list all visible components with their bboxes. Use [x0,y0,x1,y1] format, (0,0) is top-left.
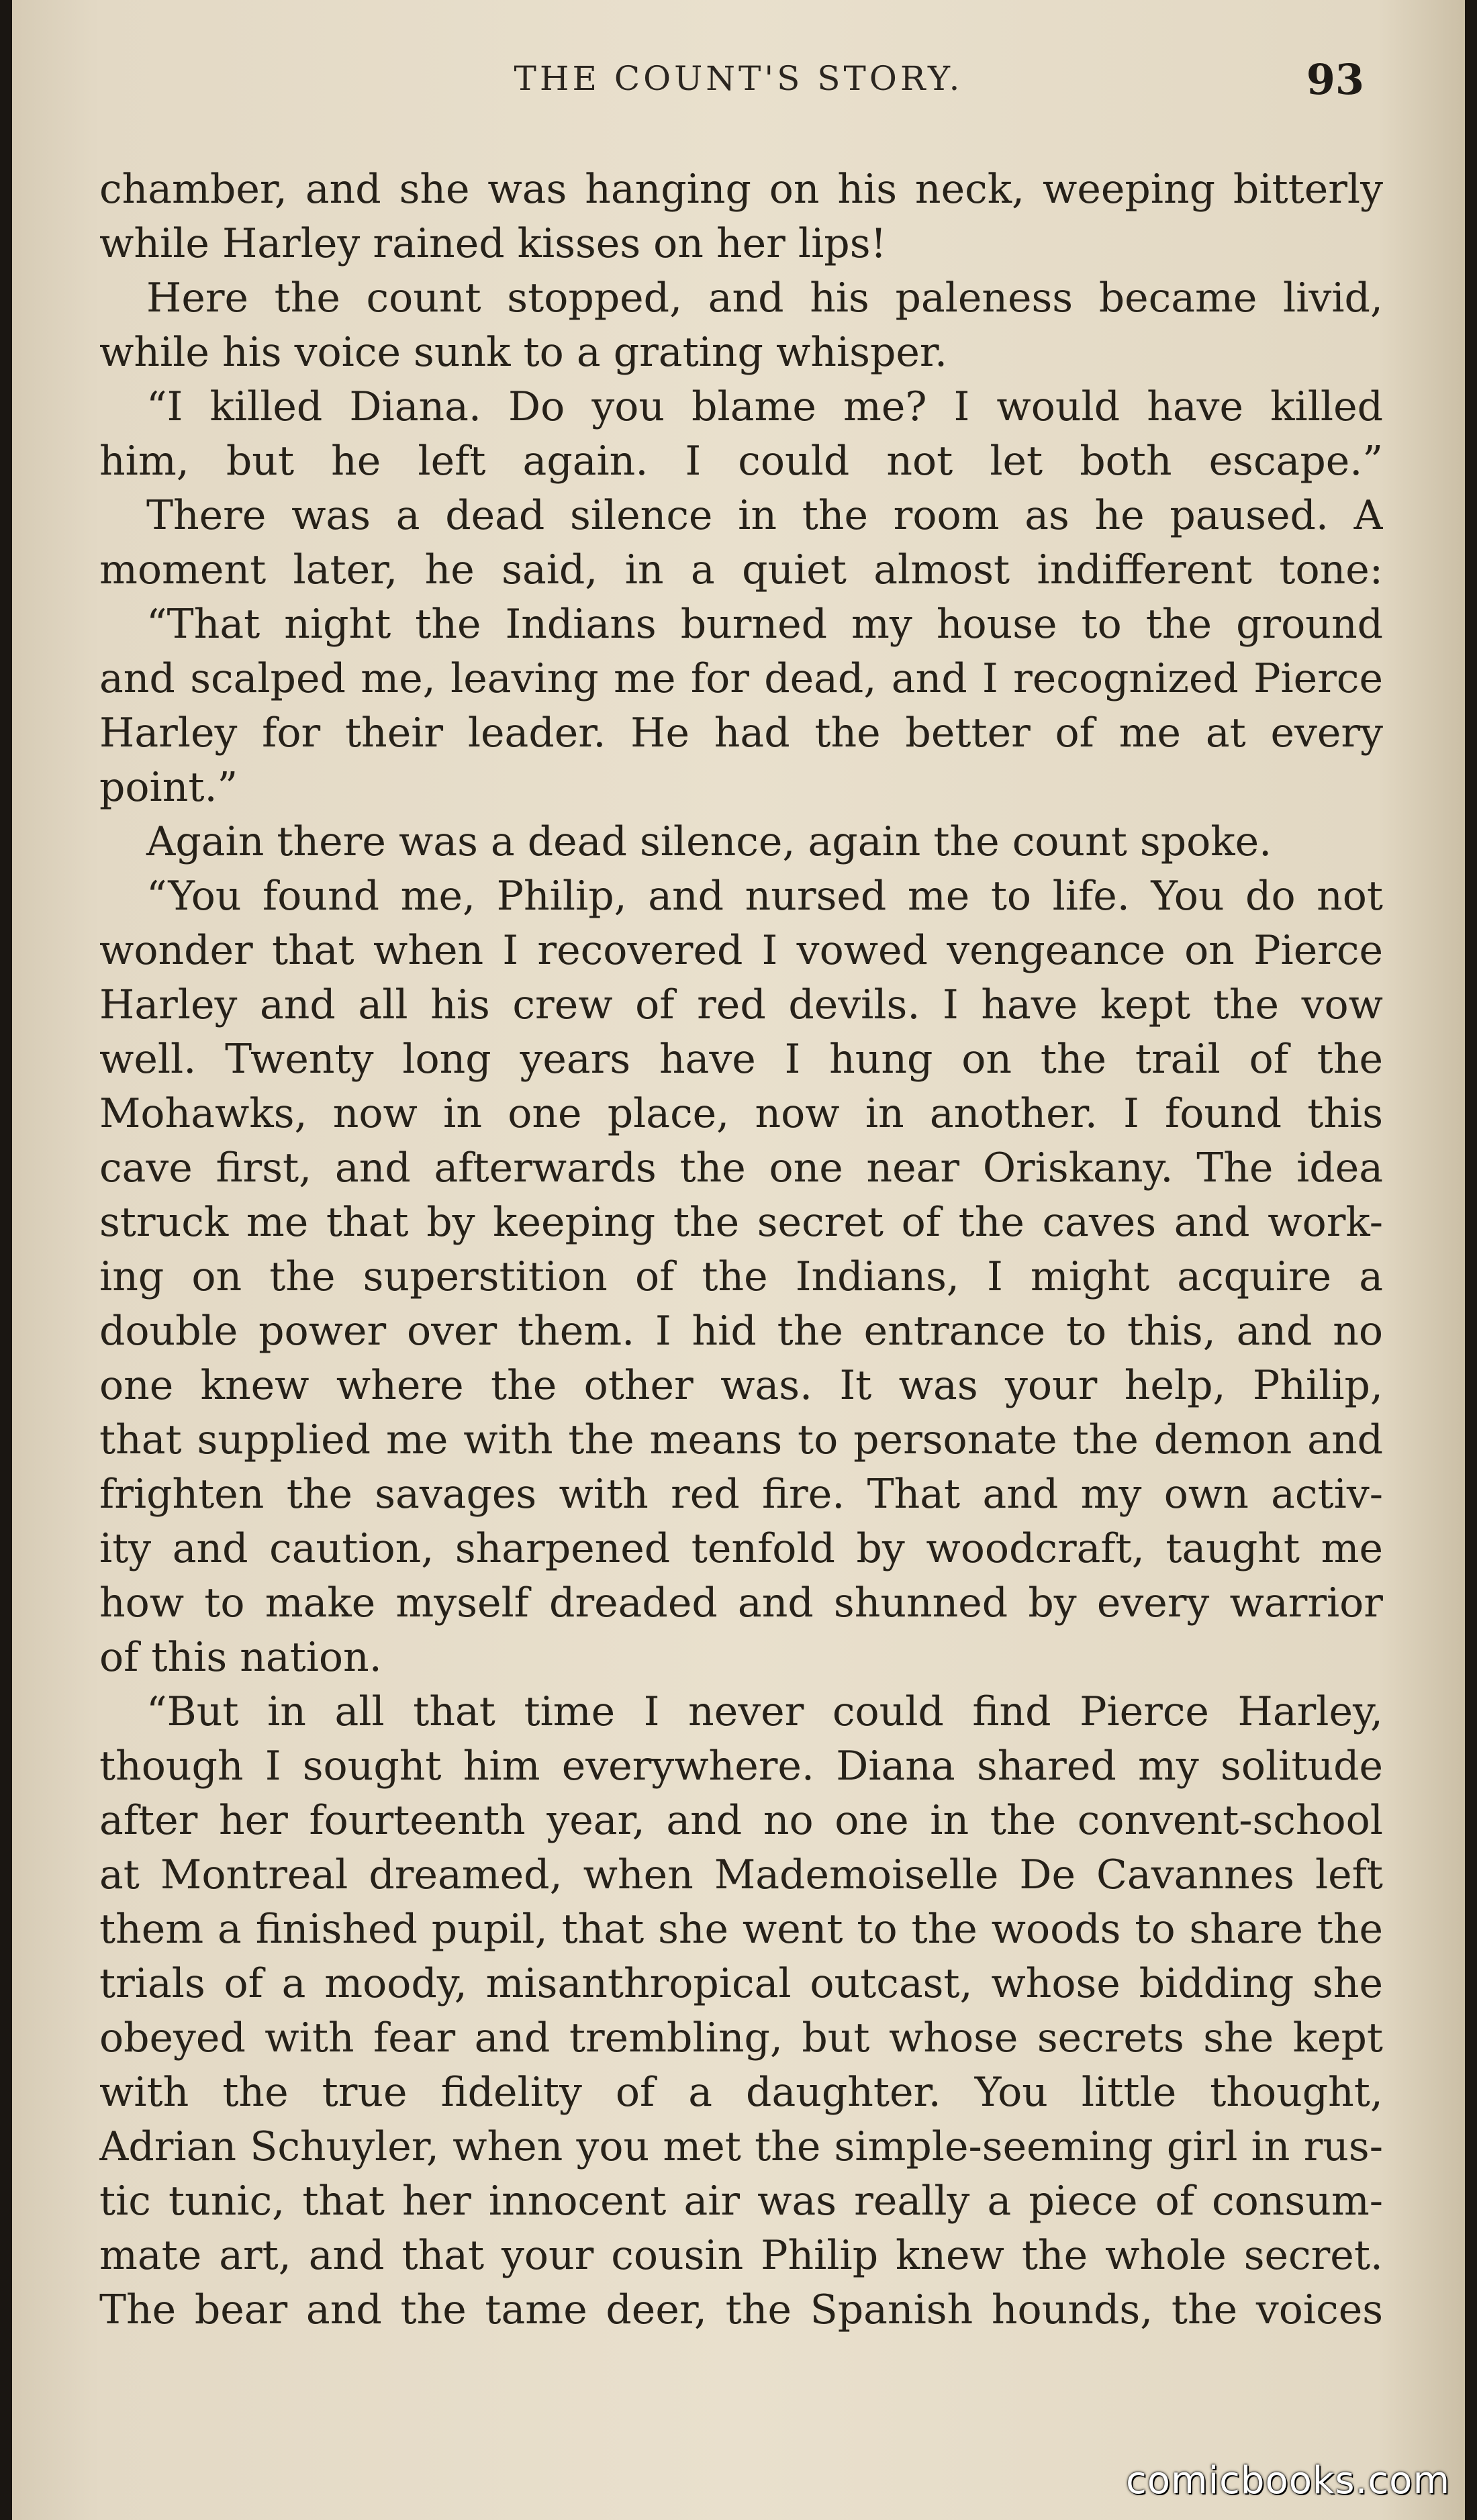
running-title: THE COUNT'S STORY. [514,59,963,98]
text-line: that supplied me with the means to personate the demon and [99,1416,1383,1463]
text-line: tic tunic, that her innocent air was really a piece of consum- [99,2178,1383,2225]
text-line: well. Twenty long years have I hung on the trail of the [99,1036,1383,1083]
text-line: after her fourteenth year, and no one in the convent-school [99,1797,1383,1844]
text-line: Harley for their leader. He had the better of me at every [99,710,1383,757]
text-line: Harley and all his crew of red devils. I have kept the vow [99,981,1383,1028]
text-line: trials of a moody, misanthropical outcast, whose bidding she [99,1960,1383,2007]
text-line: obeyed with fear and trembling, but whose secrets she kept [99,2015,1383,2062]
text-line: with the true fidelity of a daughter. You little thought, [99,2069,1383,2116]
text-line: frighten the savages with red fire. That and my own activ- [99,1471,1383,1518]
text-line: Here the count stopped, and his paleness became livid, [146,275,1383,322]
body-text [99,162,1383,2337]
text-line: cave first, and afterwards the one near Oriskany. The idea [99,1145,1383,1192]
text-line: Adrian Schuyler, when you met the simple-seeming girl in rus- [99,2123,1383,2170]
text-line: Mohawks, now in one place, now in another. I found this [99,1090,1383,1137]
text-line: of this nation. [99,1634,382,1681]
page-number: 93 [1306,55,1364,104]
text-line: Again there was a dead silence, again the count spoke. [146,818,1272,865]
text-line: “I killed Diana. Do you blame me? I would have killed [146,383,1383,430]
text-line: “You found me, Philip, and nursed me to life. You do not [146,873,1383,920]
text-line: ity and caution, sharpened tenfold by woodcraft, taught me [99,1525,1383,1572]
page-header [12,55,1465,109]
text-line: struck me that by keeping the secret of the caves and work- [99,1199,1383,1246]
text-line: at Montreal dreamed, when Mademoiselle De Cavannes left [99,1851,1383,1898]
text-line: double power over them. I hid the entrance to this, and no [99,1308,1383,1355]
text-line: chamber, and she was hanging on his neck, weeping bitterly [99,166,1383,213]
text-line: though I sought him everywhere. Diana shared my solitude [99,1743,1383,1790]
text-line: There was a dead silence in the room as he paused. A [146,492,1383,539]
text-line: “But in all that time I never could find Pierce Harley, [146,1688,1383,1735]
text-line: him, but he left again. I could not let both escape.” [99,438,1383,485]
text-line: “That night the Indians burned my house to the ground [146,601,1383,648]
book-page [12,0,1465,2520]
text-line: and scalped me, leaving me for dead, and I recognized Pierce [99,655,1383,702]
text-line: while his voice sunk to a grating whisper. [99,329,948,376]
text-line: them a finished pupil, that she went to the woods to share the [99,1906,1383,1953]
watermark: comicbooks.com [1125,2459,1450,2503]
text-line: moment later, he said, in a quiet almost indifferent tone: [99,546,1383,593]
text-line: how to make myself dreaded and shunned by every warrior [99,1580,1383,1627]
text-line: wonder that when I recovered I vowed vengeance on Pierce [99,927,1383,974]
text-line: while Harley rained kisses on her lips! [99,220,887,267]
text-line: The bear and the tame deer, the Spanish hounds, the voices [99,2286,1383,2333]
text-line: one knew where the other was. It was your help, Philip, [99,1362,1383,1409]
text-line: mate art, and that your cousin Philip knew the whole secret. [99,2232,1383,2279]
text-line: ing on the superstition of the Indians, I might acquire a [99,1253,1383,1300]
text-line: point.” [99,764,238,811]
